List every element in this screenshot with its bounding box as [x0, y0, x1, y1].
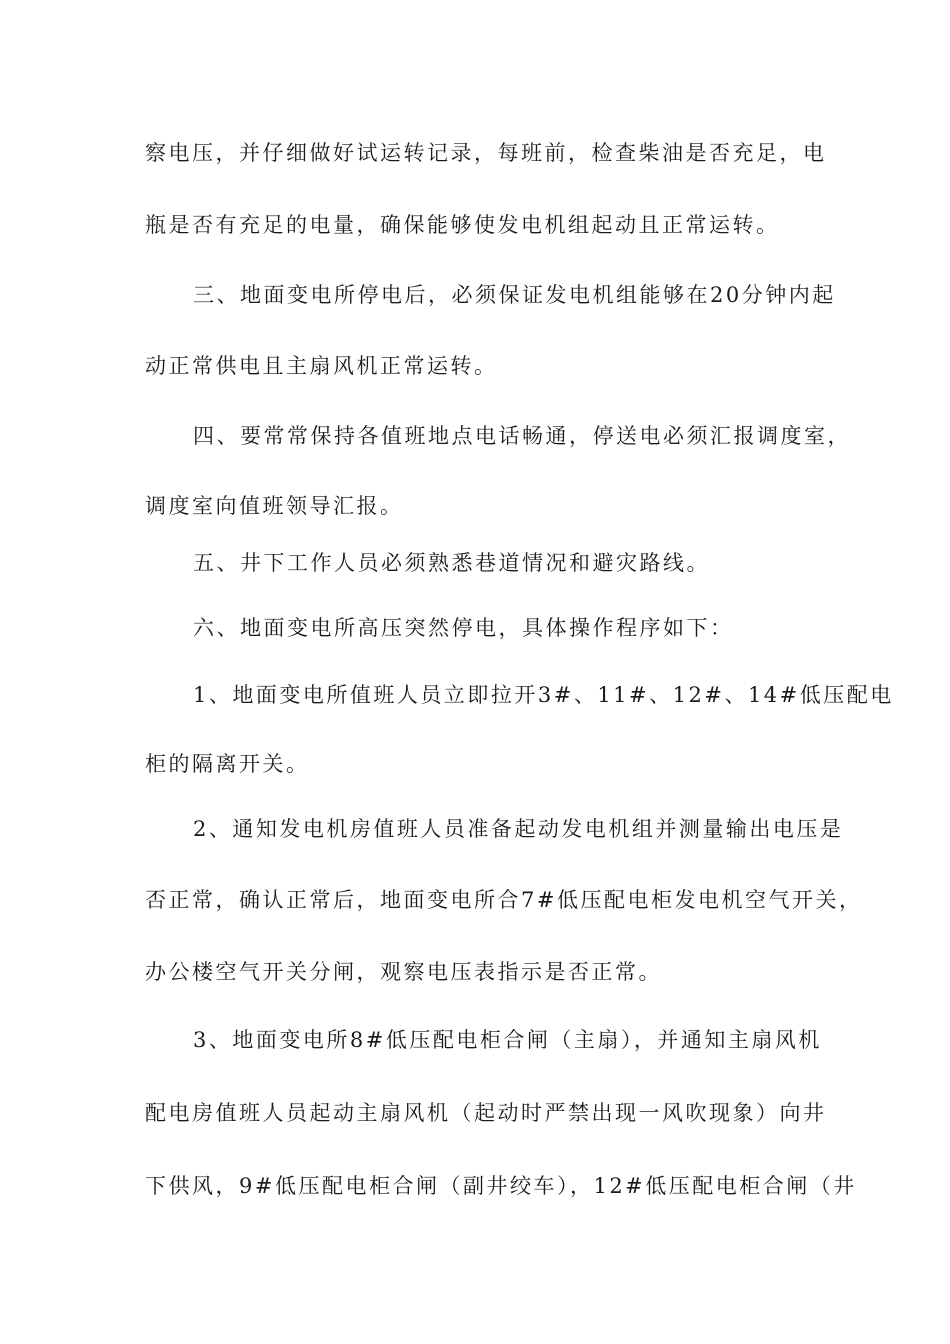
paragraph-4-start: 四、要常常保持各值班地点电话畅通，停送电必须汇报调度室，: [193, 424, 851, 448]
paragraph-5-start: 五、井下工作人员必须熟悉巷道情况和避灾路线。: [193, 551, 710, 575]
text-line: 配电房值班人员起动主扇风机（起动时严禁出现一风吹现象）向井: [145, 1101, 827, 1125]
paragraph-3-start: 三、地面变电所停电后，必须保证发电机组能够在20分钟内起: [193, 283, 836, 307]
step-2-start: 2、通知发电机房值班人员准备起动发电机组并测量输出电压是: [193, 817, 844, 841]
step-3-start: 3、地面变电所8#低压配电柜合闸（主扇），并通知主扇风机: [193, 1028, 822, 1052]
text-line: 察电压，并仔细做好试运转记录，每班前，检查柴油是否充足，电: [145, 141, 827, 165]
text-line: 柜的隔离开关。: [145, 752, 310, 776]
step-1-start: 1、地面变电所值班人员立即拉开3#、11#、12#、14#低压配电: [193, 683, 894, 707]
text-line: 下供风，9#低压配电柜合闸（副井绞车），12#低压配电柜合闸（井: [145, 1174, 857, 1198]
text-line: 调度室向值班领导汇报。: [145, 494, 404, 518]
text-line: 办公楼空气开关分闸，观察电压表指示是否正常。: [145, 960, 662, 984]
text-line: 瓶是否有充足的电量，确保能够使发电机组起动且正常运转。: [145, 213, 780, 237]
paragraph-6-start: 六、地面变电所高压突然停电，具体操作程序如下：: [193, 616, 734, 640]
text-line: 否正常，确认正常后，地面变电所合7#低压配电柜发电机空气开关，: [145, 888, 863, 912]
text-line: 动正常供电且主扇风机正常运转。: [145, 354, 498, 378]
